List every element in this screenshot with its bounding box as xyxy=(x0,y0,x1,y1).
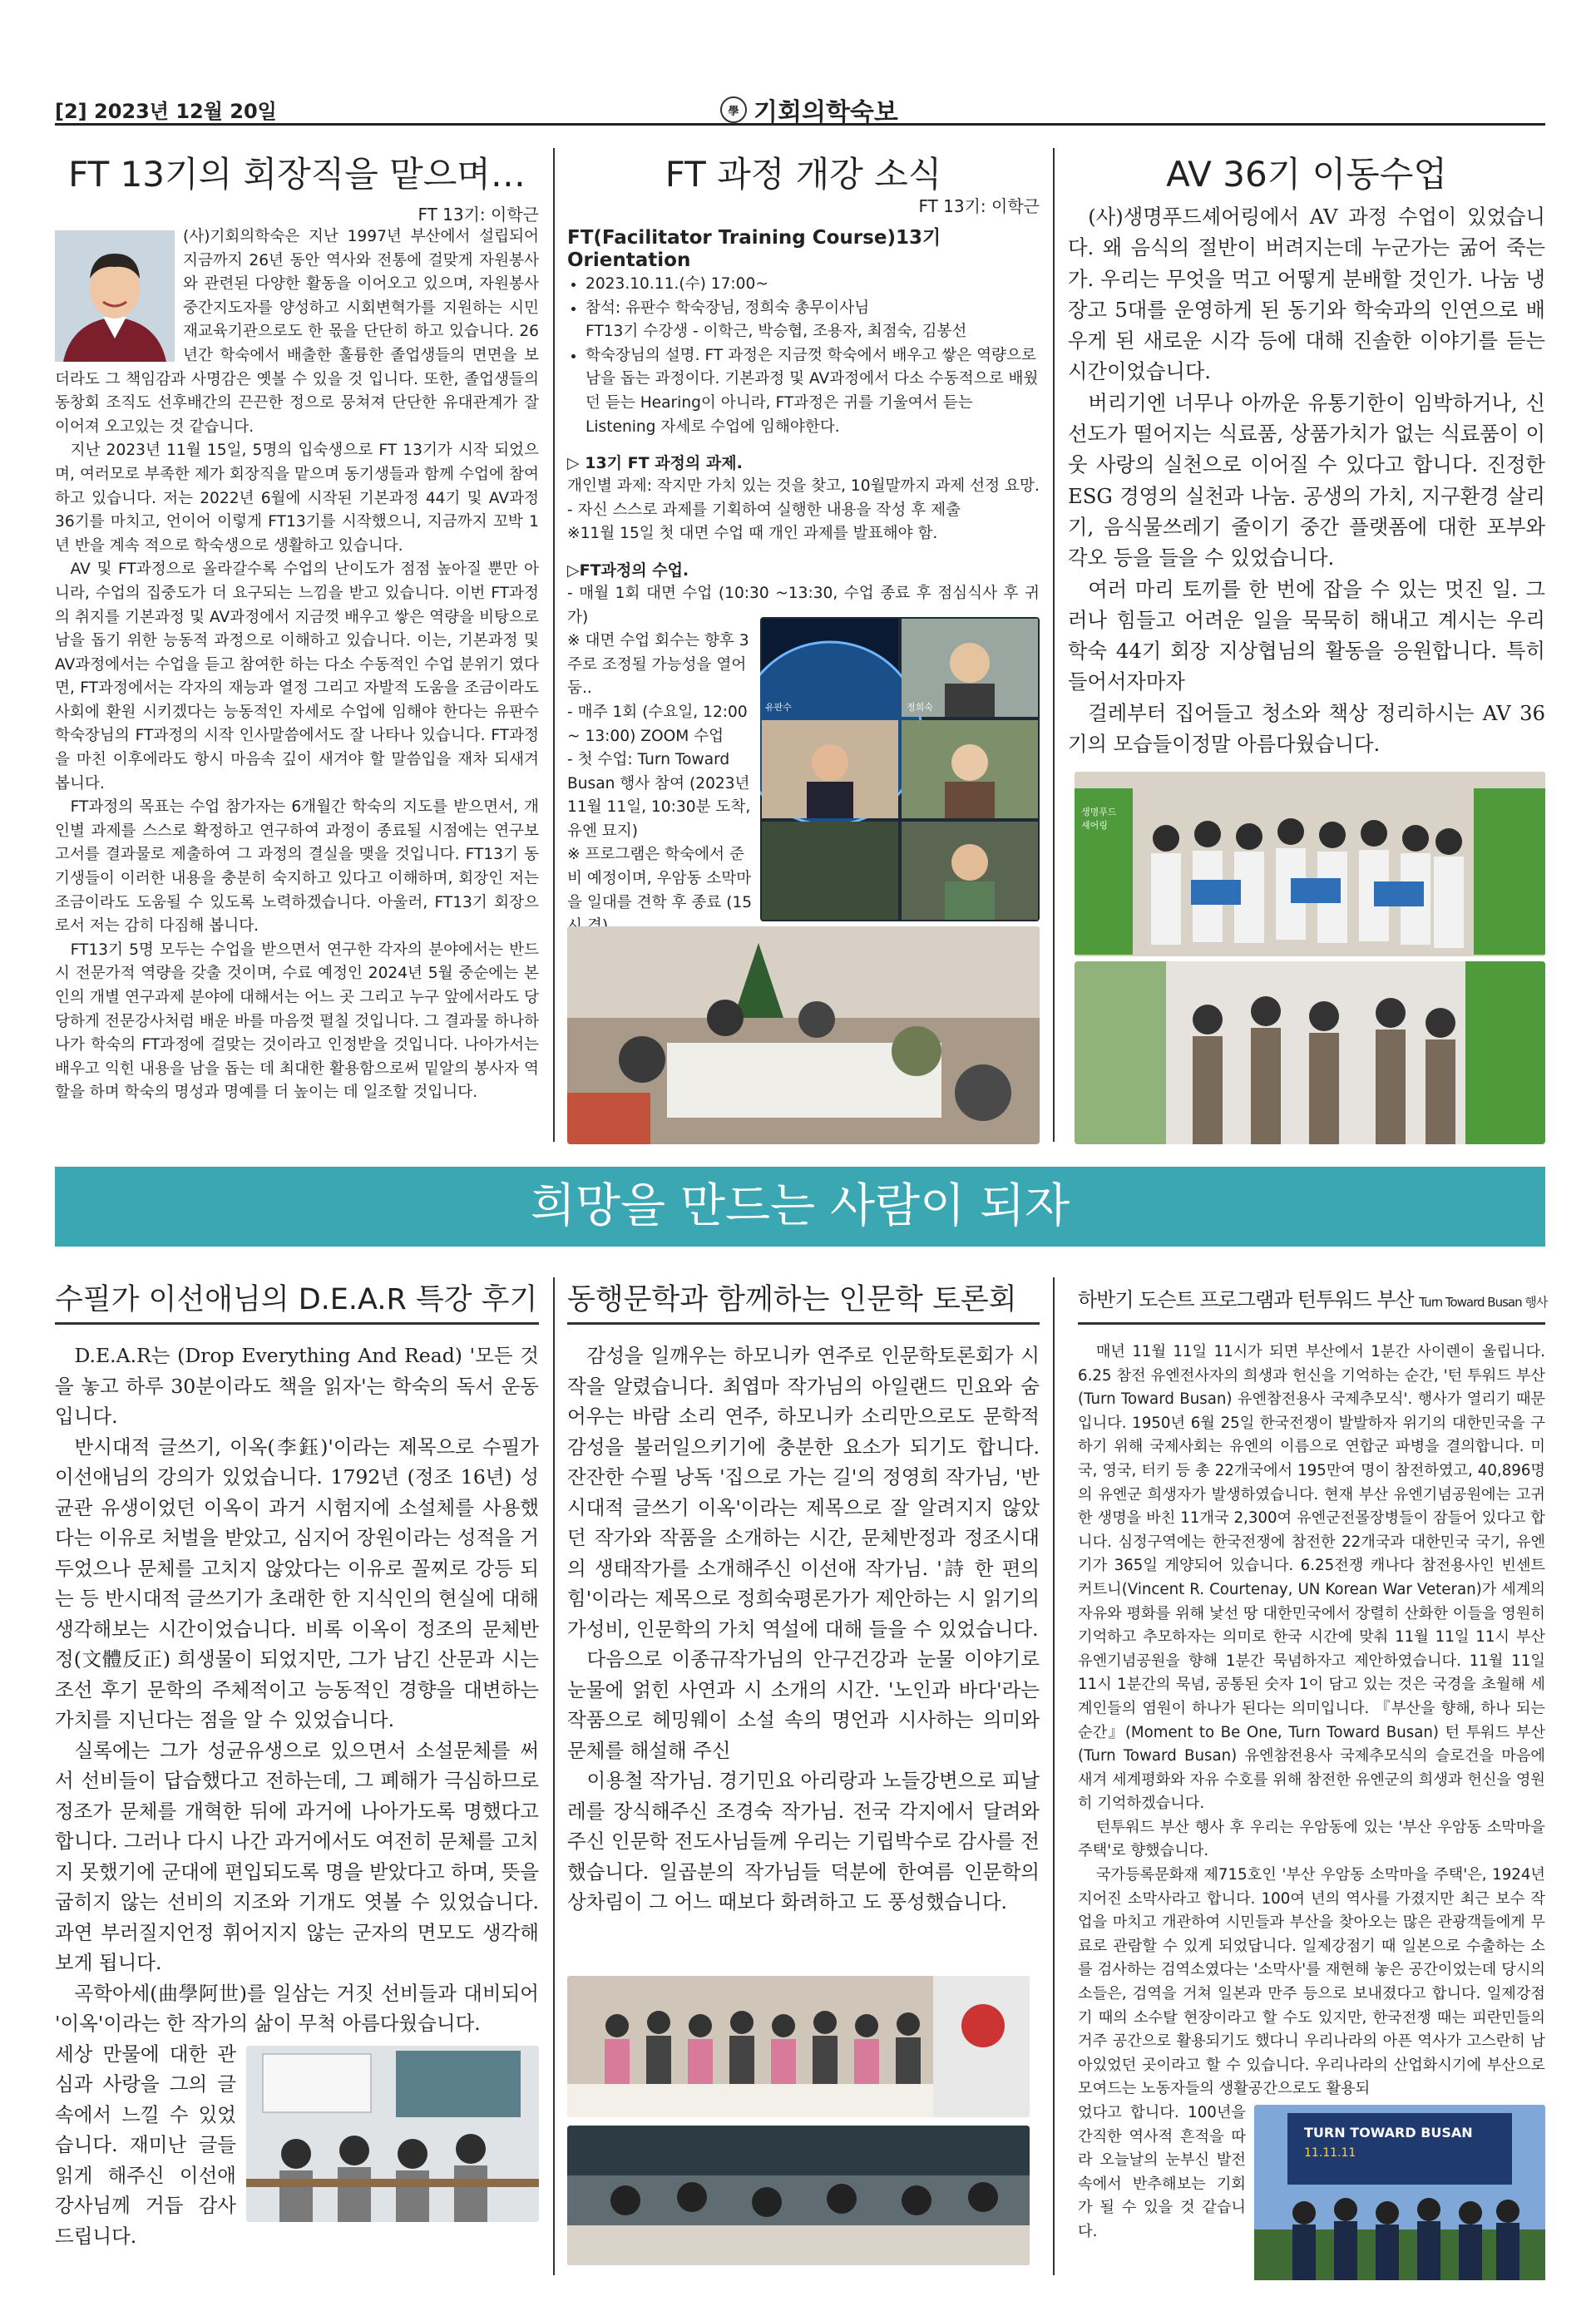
classroom-illustration xyxy=(567,926,1040,1144)
paragraph: 실록에는 그가 성균유생으로 있으면서 소설문체를 써서 선비들이 답습했다고 전하는데, 그 폐해가 극심하므로 정조가 문체를 개혁한 뒤에 과거에 나아가도록 명했다고 합니다. 그러나 다시 나간 과거에서도 여전히 문체를 고치지 못했기에 군대에 편입되도록 명을 받았다고 하며, 뜻을 굽히지 않는 선비의 지조와 기개도 엿볼 수 있었습니다. 과연 부러질지언정 휘어지지 않는 군자의 면모도 생각해보게 됩니다. xyxy=(55,1738,539,1974)
column-divider xyxy=(1053,1277,1055,2275)
article-title-main: 하반기 도슨트 프로그램과 턴투워드 부산 xyxy=(1078,1288,1414,1311)
article-title: FT 과정 개강 소식 xyxy=(665,154,942,195)
paragraph: 지난 2023년 11월 15일, 5명의 입숙생으로 FT 13기가 시작 되었으며, 여러모로 부족한 제가 회장직을 맡으며 동기생들과 함께 수업에 참여하고 있습니다. 저는 2022년 6월에 시작된 기본과정 44기 및 AV과정 36기를 마치고, 언이어 이렇게 FT13기를 시작했으니, 지금까지 꼬박 1년 반을 계속 적으로 학숙생으로 생활하고 있습니다. xyxy=(55,442,539,555)
logo-icon: 學 xyxy=(720,96,747,123)
paragraph: 반시대적 글쓰기, 이옥(李鈺)'이라는 제목으로 수필가 이선애님의 강의가 있었습니다. 1792년 (정조 16년) 성균관 유생이었던 이옥이 과거 시험지에 소설체를 사용했다는 이유로 처벌을 받았고, 심지어 장원이라는 성적을 거두었으나 문체를 고치지 않았다는 이유로 꼴찌로 강등 되는 등 반시대적 글쓰기가 초래한 한 지식인의 현실에 대해 생각해보는 시간이었습니다. 비록 이옥이 정조의 문체반정(文體反正) 희생물이 되었지만, 그가 남긴 산문과 시는 조선 후기 문학의 주체적이고 능동적인 경향을 대변하는 가치를 지닌다는 점을 알 수 있었습니다. xyxy=(55,1434,539,1731)
orientation-list xyxy=(567,273,1040,439)
lecture-illustration xyxy=(246,2046,539,2222)
narrow-notes xyxy=(567,630,754,939)
list-item: ※ 대면 수업 회수는 향후 3주로 조정될 가능성을 열어 둠.. xyxy=(567,632,749,698)
paragraph: 턴투워드 부산 행사 후 우리는 우암동에 있는 '부산 우암동 소막마을 주택'로 향했습니다. xyxy=(1078,1818,1545,1860)
paragraph: 여러 마리 토끼를 한 번에 잡을 수 있는 멋진 일. 그러나 힘들고 어려운 일을 묵묵히 해내고 계시는 우리 학숙 44기 회장 지상협님의 활동을 응원합니다. 특히 들어서자마자 xyxy=(1068,576,1545,694)
zoom-name-label: 정희숙 xyxy=(907,702,933,713)
article-title xyxy=(1078,1277,1548,1325)
list-item: - 첫 수업: Turn Toward Busan 행사 참여 (2023년 11월 11일, 10:30분 도착, 유엔 묘지) xyxy=(567,751,751,840)
list-item: • 2023.10.11.(수) 17:00~ xyxy=(586,273,1040,297)
issue-info: [2] 2023년 12월 20일 xyxy=(55,100,277,123)
paragraph: FT과정의 목표는 수업 참가자는 6개월간 학숙의 지도를 받으면서, 개인별 과제를 스스로 확정하고 연구하여 과정이 종료될 시점에는 연구보고서를 결과물로 제출하여 그 과정의 결실을 맺을 것입니다. FT13기 동기생들이 이러한 내용을 충분히 숙지하고 있다고 이해하며, 회장인 저는 조금이라도 도움될 수 있도록 노력하겠습니다. 아울러, FT13기 회장으로서 저는 감히 다짐해 봅니다. xyxy=(55,798,539,936)
article-title: 수필가 이선애님의 D.E.A.R 특강 후기 xyxy=(55,1277,539,1325)
paper-name: 기회의학숙보 xyxy=(754,98,898,127)
slogan-banner: 희망을 만드는 사람이 되자 xyxy=(55,1167,1545,1247)
food-sharing-room-photo xyxy=(1075,961,1545,1144)
article-subtitle: FT(Facilitator Training Course)13기 Orientation xyxy=(567,227,941,271)
forum-group-illustration xyxy=(567,1976,1030,2117)
paragraph: 었다고 합니다. 100년을 간직한 역사적 흔적을 따라 오늘날의 눈부신 발전 속에서 반추해보는 기회가 될 수 있을 것 같습니다. xyxy=(1078,2104,1246,2240)
turn-toward-busan-photo xyxy=(1254,2105,1545,2280)
photo-banner-date: 11.11.11 xyxy=(1304,2146,1356,2160)
sign-text: 생명푸드 셰어링 xyxy=(1081,807,1117,831)
list-item: • 학숙장님의 설명. FT 과정은 지금껏 학숙에서 배우고 쌓은 역량으로 남을 돕는 과정이다. 기본과정 및 AV과정에서 다소 수동적으로 배웠던 듣는 Hearing이 아니라, FT과정은 귀를 기울여서 듣는 Listening 자세로 수업에 임해야한다. xyxy=(586,344,1040,439)
forum-audience-illustration xyxy=(567,2126,1030,2265)
zoom-name-label: 유판수 xyxy=(765,702,792,713)
list-item: - 자신 스스로 과제를 기획하여 실행한 내용을 작성 후 제출 xyxy=(567,501,961,519)
column-divider xyxy=(553,148,555,1142)
byline: FT 13기: 이학근 xyxy=(918,196,1040,216)
article-av36 xyxy=(1068,148,1545,755)
list-item: - 매주 1회 (수요일, 12:00 ~ 13:00) ZOOM 수업 xyxy=(567,703,748,745)
paragraph: FT13기 5명 모두는 수업을 받으면서 연구한 각자의 분야에서는 반드시 전문가적 역량을 갖출 것이며, 수료 예정인 2024년 5월 중순에는 본인의 개별 연구과제 분야에 대해서는 어느 곳 그리고 누구 앞에서라도 당당하게 전문강사처럼 배운 바를 마음껏 펼칠 것입니다. 그 결과물 하나하나가 학숙의 FT과정에 걸맞는 것이라고 인정받을 것입니다. 나아가서는 배우고 익힌 내용을 남을 돕는 데 최대한 활용함으로써 밑알의 봉사자 역할을 하며 학숙의 명성과 명예를 더 높이는 데 일조할 것입니다. xyxy=(55,941,539,1102)
article-title: 동행문학과 함께하는 인문학 토론회 xyxy=(567,1277,1040,1325)
zoom-class-photo xyxy=(760,617,1040,921)
room-illustration xyxy=(1075,961,1545,1144)
paragraph: 다음으로 이종규작가님의 안구건강과 눈물 이야기로 눈물에 얽힌 사연과 시 소개의 시간. '노인과 바다'라는 작품으로 헤밍웨이 소설 속의 명언과 시사하는 의미와 문체를 해설해 주신 xyxy=(567,1647,1040,1762)
paragraph: 이용철 작가님. 경기민요 아리랑과 노들강변으로 피날레를 장식해주신 조경숙 작가님. 전국 각지에서 달려와 주신 인문학 전도사님들께 우리는 기립박수로 감사를 전했습니다. 일곱분의 작가님들 덕분에 한여름 인문학의 상차림이 그 어느 때보다 화려하고 도 풍성했습니다. xyxy=(567,1769,1040,1913)
food-sharing-illustration xyxy=(1075,772,1545,956)
column-divider xyxy=(1053,148,1055,1142)
list-item: ※11월 15일 첫 대면 수업 때 개인 과제를 발표해야 함. xyxy=(567,525,938,543)
paragraph: (사)생명푸드셰어링에서 AV 과정 수업이 있었습니다. 왜 음식의 절반이 버려지는데 누군가는 굶어 죽는가. 우리는 무엇을 먹고 어떻게 분배할 것인가. 나눔 냉장고 5대를 운영하게 된 동기와 학숙과의 인연으로 배우게 된 새로운 시각 등에 대해 진솔한 이야기를 듣는 시간이었습니다. xyxy=(1068,205,1545,384)
paragraph: 걸레부터 집어들고 청소와 책상 정리하시는 AV 36기의 모습들이정말 아름다웠습니다. xyxy=(1068,700,1545,755)
paragraph: AV 및 FT과정으로 올라갈수록 수업의 난이도가 점점 높아질 뿐만 아니라, 수업의 집중도가 더 요구되는 느낌을 받고 있습니다. 이번 FT과정의 취지를 기본과정 및 AV과정에서 지금껏 배우고 쌓은 역량을 비탕으로 남을 돕기 위한 능동적 과정으로 이해하고 있습니다. 이는, 기본과정 및 AV과정에서는 수업을 듣고 참여한 하는 다소 수동적인 수업 분위기 였다면, FT과정에서는 각자의 재능과 열정 그리고 자발적 도움을 조금이라도 사회에 환원 시키겠다는 능동적인 자세로 수업에 임해야 한다는 유판수 학숙장님의 FT과정의 시작 인사말씀에서도 잘 나타나 있습니다. FT과정을 마친 이후에라도 항시 마음속 깊이 새겨야 할 말씀입을 재차 되새겨 봅니다. xyxy=(55,560,539,793)
column-divider xyxy=(553,1277,555,2275)
forum-audience-photo xyxy=(567,2126,1030,2265)
list-item: • 참석: 유판수 학숙장님, 정희숙 총무이사님 xyxy=(586,297,1040,321)
masthead xyxy=(720,91,898,128)
paragraph: 국가등록문화재 제715호인 '부산 우암동 소막마을 주택'은, 1924년 지어진 소막사라고 합니다. 100여 년의 역사를 가졌지만 최근 보수 작업을 마치고 개관하여 시민들과 부산을 찾아오는 많은 관광객들에게 무료로 관람할 수 있게 되었답니다. 일제강점기 때 일본으로 수출하는 소를 검사하는 검역소였다는 '소막사'를 재현해 놓은 공간이었는데 당시의 소들은, 검역을 거쳐 일본과 만주 등으로 보내졌다고 합니다. 일제강점기 때의 소수탈 현장이라고 할 수도 있지만, 한국전쟁 때는 피란민들의 거주 공간으로 활용되기도 했다니 우리나라의 아픈 역사가 고스란히 남아있었던 곳이라고 할 수 있습니다. 우리나라의 산업화시기에 부산으로 모여드는 노동자들의 생활공간으로도 활용되 xyxy=(1078,1866,1545,2098)
article-title-small: Turn Toward Busan 행사 xyxy=(1419,1295,1548,1310)
paragraph: D.E.A.R는 (Drop Everything And Read) '모든 것을 놓고 하루 30분이라도 책을 읽자'는 학숙의 독서 운동입니다. xyxy=(55,1344,539,1428)
article-humanities-forum xyxy=(567,1341,1040,1956)
author-photo xyxy=(55,230,175,362)
paragraph: 버리기엔 너무나 아까운 유통기한이 임박하거나, 신선도가 떨어지는 식료품, 상품가치가 없는 식료품이 이웃 사랑의 실천으로 이어질 수 있다고 합니다. 진정한 ESG 경영의 실천과 나눔. 공생의 가치, 지구환경 살리기, 음식물쓰레기 줄이기 중간 플랫폼에 대한 포부와 각오 등을 들을 수 있었습니다. xyxy=(1068,390,1545,570)
article-turn-toward-busan xyxy=(1078,1341,1545,2280)
section-title: ▷FT과정의 수업. xyxy=(567,560,689,580)
article-ft13-president xyxy=(55,148,539,1158)
paragraph: 감성을 일깨우는 하모니카 연주로 인문학토론회가 시작을 알렸습니다. 최엽마 작가님의 아일랜드 민요와 숨어우는 바람 소리 연주, 하모니카 소리만으로도 문학적 감성을 불러일으키기에 충분한 요소가 되기도 합니다. 잔잔한 수필 낭독 '집으로 가는 길'의 정영희 작가님, '반시대적 글쓰기 이옥'이라는 제목으로 잘 알려지지 않았던 작가와 작품을 소개하는 시간, 문체반정과 정조시대의 생태작가를 소개해주신 이선애 작가님. '詩 한 편의 힘'이라는 제목으로 정희숙평론가가 제안하는 시 읽기의 가성비, 인문학의 가치 역설에 대해 들을 수 있었습니다. xyxy=(567,1344,1040,1641)
forum-group-photo xyxy=(567,1976,1030,2117)
list-item: ※ 프로그램은 학숙에서 준비 예정이며, 우암동 소막마을 일대를 견학 후 종료 (15 xyxy=(567,846,753,911)
food-sharing-group-photo xyxy=(1075,772,1545,956)
zoom-grid-illustration xyxy=(760,617,1040,921)
paragraph: 곡학아세(曲學阿世)를 일삼는 거짓 선비들과 대비되어 '이옥'이라는 한 작가의 삶이 무척 아름다웠습니다. xyxy=(55,1981,539,2035)
section-title: ▷ 13기 FT 과정의 과제. xyxy=(567,454,743,473)
list-item: FT13기 수강생 - 이학근, 박승협, 조용자, 최점숙, 김봉선 xyxy=(586,323,967,341)
byline: FT 13기: 이학근 xyxy=(418,205,539,225)
photo-banner-title: TURN TOWARD BUSAN xyxy=(1304,2125,1473,2141)
paragraph: 세상 만물에 대한 관심과 사랑을 그의 글 속에서 느낄 수 있었습니다. 재미난 글들 읽게 해주신 이선애강사님께 거듭 감사드립니다. xyxy=(55,2042,236,2248)
portrait-illustration xyxy=(55,230,175,362)
paragraph: (사)기회의학숙은 지난 1997년 부산에서 설립되어 지금까지 26년 동안 역사와 전통에 걸맞게 자원봉사와 관련된 다양한 활동을 이어오고 있으며, 자원봉사 중간지도자를 양성하고 시회변혁가를 지원하는 시민 재교육기관으로도 한 몫을 단단히 하고 있습니다. 26년간 학숙에서 배출한 훌륭한 졸업생들의 면면을 보더라도 그 책임감과 사명감은 옛볼 수 있을 것 입니다. 또한, 졸업생들의 동창회 조직도 선후배간의 끈끈한 정으로 뭉쳐져 단단한 유대관계가 잘 이어져 오고있는 것 같습니다. xyxy=(55,228,539,436)
classroom-photo xyxy=(567,926,1040,1144)
page-header xyxy=(55,90,1545,126)
article-title: AV 36기 이동수업 xyxy=(1166,154,1447,195)
lecture-photo xyxy=(246,2046,539,2222)
article-dear-lecture xyxy=(55,1341,539,2280)
list-item: - 매월 1회 대면 수업 (10:30 ~13:30, 수업 종료 후 점심식사 후 귀가) xyxy=(567,584,1040,626)
paragraph: 매년 11월 11일 11시가 되면 부산에서 1분간 사이렌이 울립니다. 6.25 참전 유엔전사자의 희생과 헌신을 기억하는 순간, '턴 투워드 부산(Turn Toward Busan) 유엔참전용사 국제추모식'. 행사가 열리기 때문입니다. 1950년 6월 25일 한국전쟁이 발발하자 위기의 대한민국을 구하기 위해 국제사회는 유엔의 이름으로 연합군 파병을 결의합니다. 미국, 영국, 터키 등 총 22개국에서 195만여 명이 참전하였고, 40,896명의 유엔군 희생자가 발생하였습니다. 현재 부산 유엔기념공원에는 고귀한 생명을 바친 11개국 2,300여 유엔군전몰장병들이 잠들어 있다고 합니다. 심정구역에는 한국전쟁에 참전한 22개국과 대한민국 국기, 유엔기가 365일 게양되어 있습니다. 6.25전쟁 캐나다 참전용사인 빈센트 커트니(Vincent R. Courtenay, UN Korean War Veteran)가 세계의 자유와 평화를 위해 낯선 땅 대한민국에서 장렬히 산화한 이들을 영원히 기억하고 추모하자는 의미로 한국 시간에 맞춰 11월 11일 11시 부산 유엔기념공원을 향해 1분간 묵념하자고 제안하였습니다. 11월 11일 11시 1분간의 묵념, 공통된 숫자 1이 담고 있는 것은 국경을 초월해 세계인들의 염원이 하나가 된다는 의미입니다. 『부산을 향해, 하나 되는 순간』(Moment to Be One, Turn Toward Busan) 턴 투워드 부산(Turn Toward Busan) 유엔참전용사 국제추모식의 슬로건을 마음에 새겨 세계평화와 자유 수호를 위해 참전한 유엔군의 희생과 헌신을 영원히 기억하겠습니다. xyxy=(1078,1343,1545,1813)
article-title: FT 13기의 회장직을 맡으며… xyxy=(68,154,526,195)
list-item: 개인별 과제: 작지만 가치 있는 것을 찾고, 10월말까지 과제 선정 요망. xyxy=(567,477,1040,496)
